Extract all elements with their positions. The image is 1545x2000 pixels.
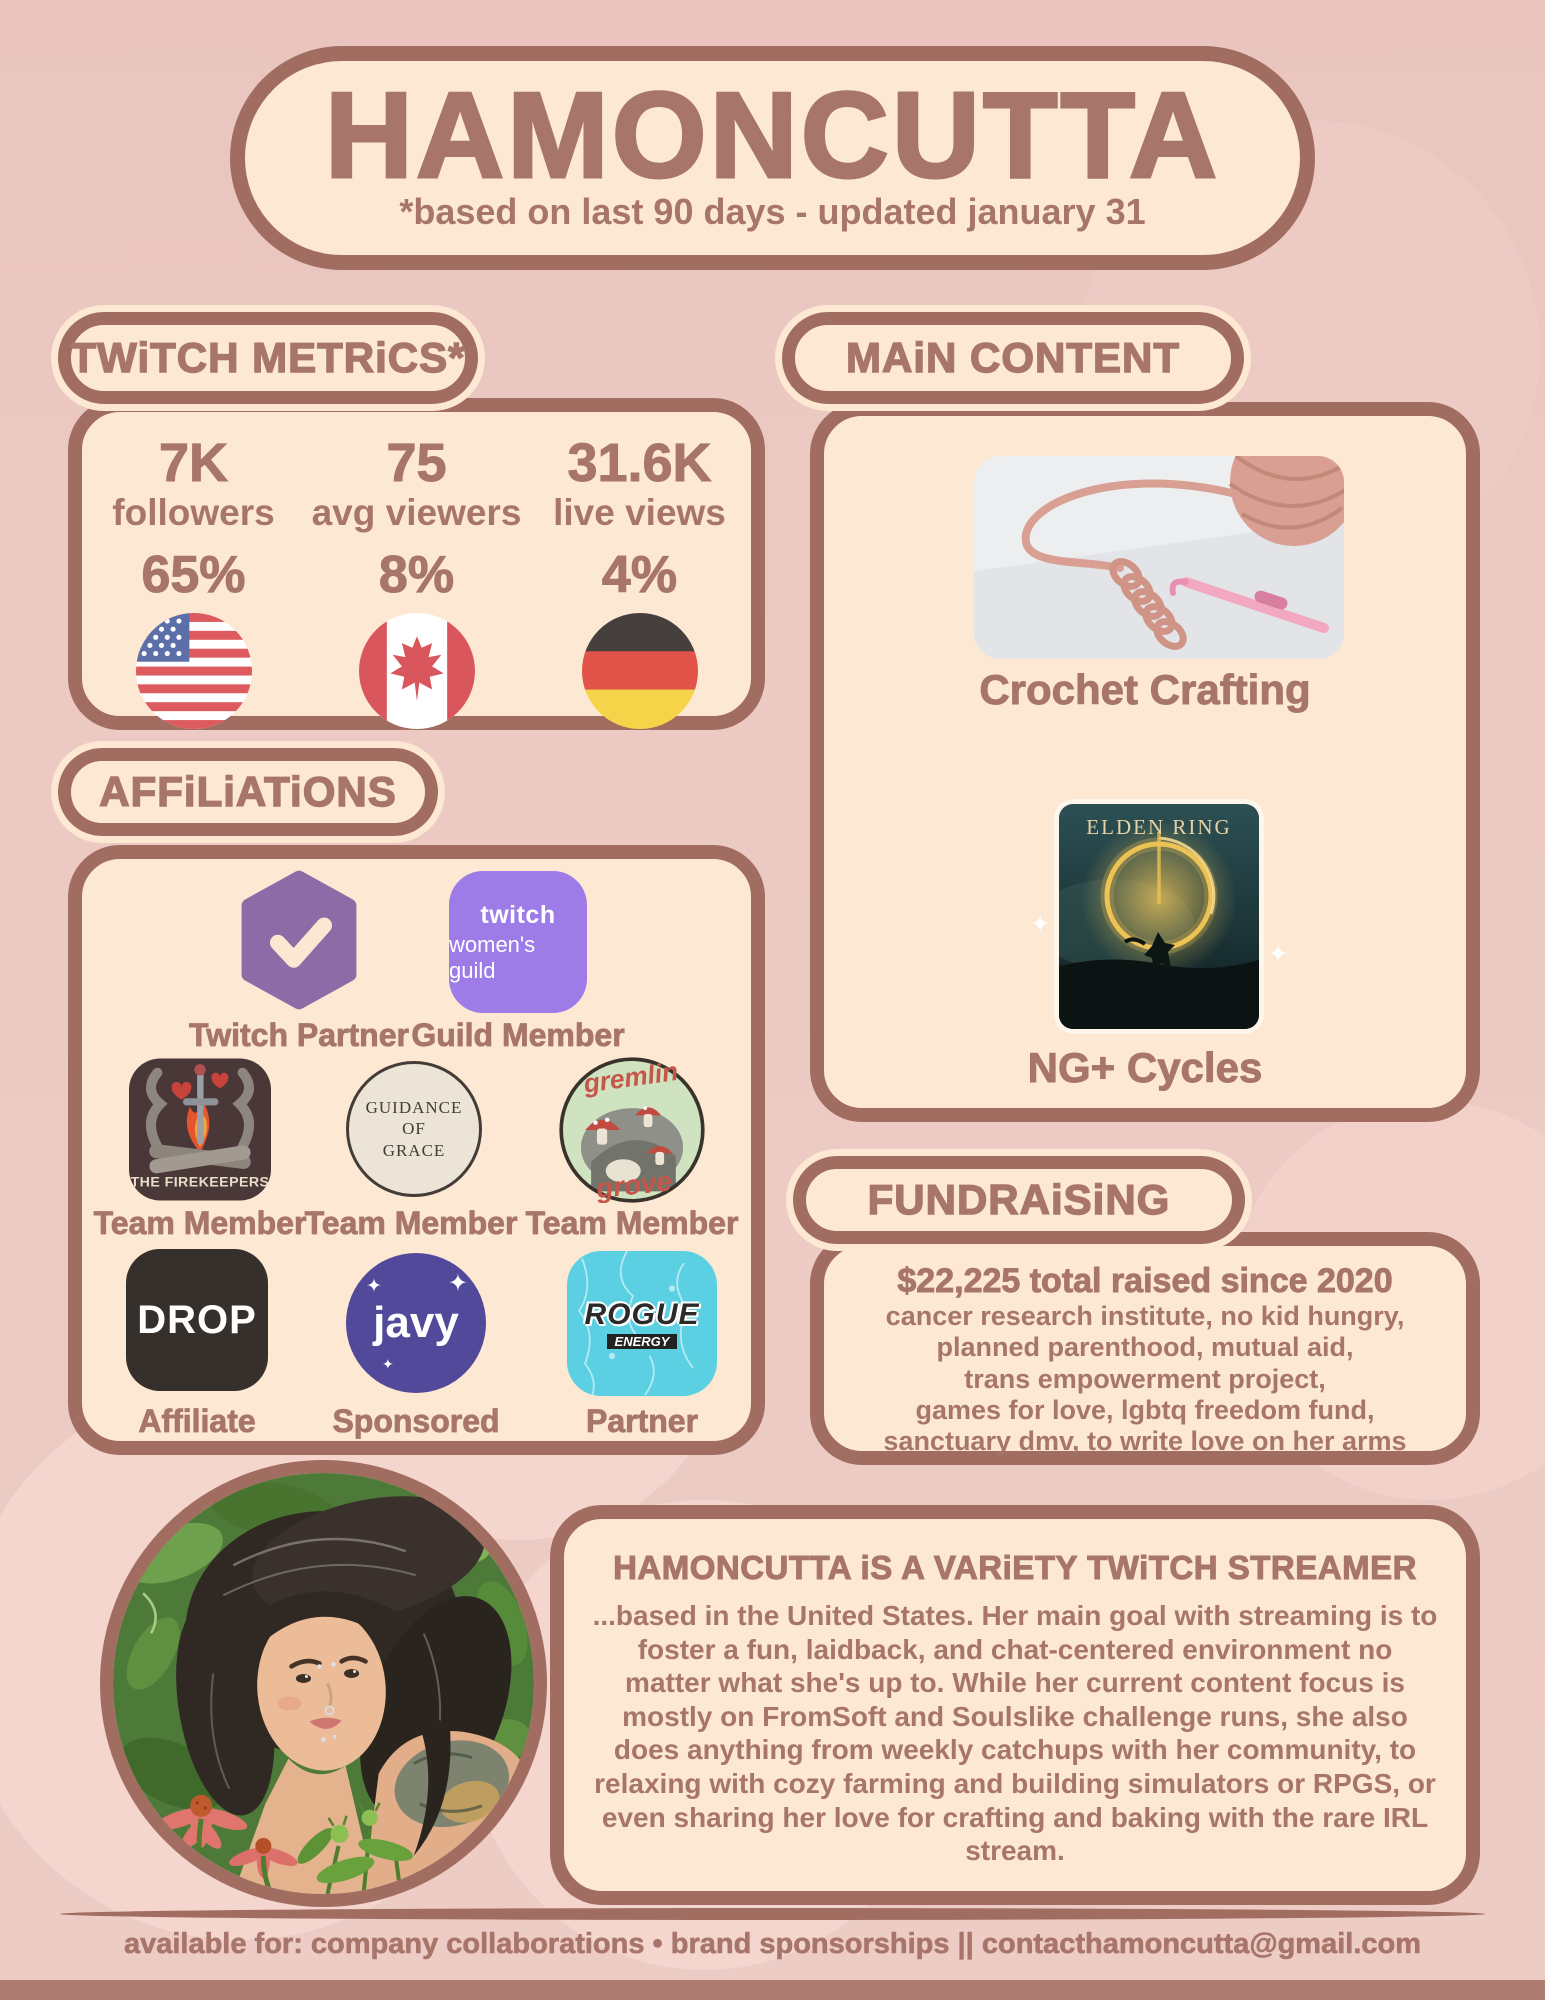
elden-ring-poster bbox=[1059, 804, 1259, 1029]
grace-line1: GUIDANCE bbox=[365, 1098, 463, 1118]
header-card bbox=[230, 46, 1315, 270]
twitch-metrics-heading bbox=[58, 312, 478, 404]
metrics-stats-row bbox=[82, 412, 751, 729]
javy-badge bbox=[346, 1253, 486, 1393]
guild-logo-line2: women's guild bbox=[449, 931, 536, 983]
affiliations-panel bbox=[68, 845, 765, 1455]
guild-logo-line1: twitch bbox=[480, 900, 556, 929]
badge-label: Team Member bbox=[525, 1205, 739, 1241]
stat-live-views bbox=[528, 433, 751, 729]
us-flag-icon bbox=[136, 613, 252, 729]
germany-percent: 4% bbox=[601, 546, 678, 604]
twitch-metrics-panel bbox=[68, 398, 765, 730]
main-content-title: MAiN CONTENT bbox=[846, 334, 1180, 381]
sparkle-icon: ✦ bbox=[447, 1270, 468, 1297]
fundraising-panel bbox=[810, 1232, 1480, 1465]
avg-viewers-value: 75 bbox=[386, 433, 447, 493]
twitch-partner-badge bbox=[233, 867, 365, 1013]
firekeepers-badge bbox=[129, 1057, 271, 1202]
guidance-of-grace-badge bbox=[346, 1061, 482, 1197]
live-views-value: 31.6K bbox=[567, 433, 712, 493]
bottom-bar bbox=[0, 1980, 1545, 2000]
drop-logo-text: DROP bbox=[137, 1297, 257, 1342]
grace-line3: GRACE bbox=[382, 1140, 446, 1160]
fundraising-line: trans empowerment project, bbox=[964, 1363, 1326, 1394]
stat-followers bbox=[82, 433, 305, 729]
rogue-logo-line2: ENERGY bbox=[607, 1334, 678, 1349]
streamer-photo bbox=[100, 1460, 547, 1907]
canada-flag-icon bbox=[359, 613, 475, 729]
crochet-caption: Crochet Crafting bbox=[979, 666, 1311, 713]
germany-flag-icon bbox=[582, 613, 698, 729]
badge-label: Team Member bbox=[304, 1205, 518, 1241]
avg-viewers-label: avg viewers bbox=[311, 492, 522, 533]
badge-label: Guild Member bbox=[411, 1017, 625, 1053]
sparkle-icon: ✦ bbox=[366, 1276, 382, 1297]
fundraising-heading bbox=[793, 1156, 1245, 1244]
page-title: HAMONCUTTA bbox=[324, 67, 1221, 203]
bio-paragraph: ...based in the United States. Her main goal with streaming is to foster a fun, laidback, and chat-centered environment no matter what she's up to. While her current content focus is mostly on FromSoft and Soulslike challenge runs, she also does anything from weekly catchups with her community, to relaxing with cozy farming and building simulators or RPGS, or even sharing her love for crafting and baking with the rare IRL stream. bbox=[592, 1600, 1438, 1867]
sparkle-icon: ✦ bbox=[1030, 911, 1051, 938]
live-views-label: live views bbox=[553, 492, 726, 533]
fundraising-line: games for love, lgbtq freedom fund, bbox=[915, 1394, 1375, 1425]
drop-badge bbox=[126, 1249, 268, 1391]
affiliations-title: AFFiLiATiONS bbox=[99, 768, 397, 815]
gremlin-grove-badge bbox=[559, 1057, 705, 1203]
rogue-logo-line1: ROGUE bbox=[584, 1298, 700, 1331]
rogue-energy-badge bbox=[567, 1251, 717, 1396]
twitch-metrics-title: TWiTCH METRiCS* bbox=[70, 334, 466, 381]
ng-cycles-caption: NG+ Cycles bbox=[1027, 1044, 1263, 1091]
sparkle-icon: ✦ bbox=[382, 1356, 394, 1372]
main-content-heading bbox=[782, 312, 1244, 404]
header-subtitle: *based on last 90 days - updated january 31 bbox=[399, 191, 1146, 233]
crochet-photo bbox=[974, 456, 1344, 659]
grove-line1: gremlin bbox=[581, 1057, 680, 1099]
badge-label: Partner bbox=[585, 1403, 699, 1439]
badge-label: Team Member bbox=[93, 1205, 307, 1241]
us-percent: 65% bbox=[141, 546, 246, 604]
affiliations-heading bbox=[58, 748, 438, 836]
followers-value: 7K bbox=[158, 433, 229, 493]
fundraising-title: FUNDRAiSiNG bbox=[867, 1176, 1171, 1223]
bio-panel bbox=[550, 1505, 1480, 1905]
main-content-panel bbox=[810, 402, 1480, 1122]
canada-percent: 8% bbox=[378, 546, 455, 604]
followers-label: followers bbox=[112, 492, 275, 533]
stat-avg-viewers bbox=[305, 433, 528, 729]
grace-line2: OF bbox=[402, 1119, 426, 1139]
poster-title: ELDEN RING bbox=[1086, 815, 1232, 839]
sparkle-icon: ✦ bbox=[1268, 941, 1289, 968]
bio-heading: HAMONCUTTA iS A VARiETY TWiTCH STREAMER bbox=[613, 1549, 1417, 1586]
firekeepers-logo-text: THE FIREKEEPERS bbox=[130, 1174, 270, 1191]
fundraising-line: sanctuary dmv, to write love on her arms bbox=[883, 1426, 1407, 1457]
fundraising-line: cancer research institute, no kid hungry, bbox=[885, 1301, 1405, 1331]
badge-label: Twitch Partner bbox=[189, 1017, 409, 1053]
footer-contact: available for: company collaborations • brand sponsorships || contacthamoncutta@gmail.com bbox=[123, 1928, 1422, 1960]
javy-logo-text: javy bbox=[373, 1298, 459, 1347]
grove-line2: grove bbox=[594, 1165, 674, 1203]
badge-label: Sponsored bbox=[332, 1403, 500, 1439]
footer-divider bbox=[60, 1908, 1485, 1920]
badge-label: Affiliate bbox=[138, 1403, 256, 1439]
twitch-womens-guild-badge bbox=[449, 871, 587, 1013]
fundraising-total: $22,225 total raised since 2020 bbox=[897, 1262, 1393, 1300]
fundraising-line: planned parenthood, mutual aid, bbox=[936, 1332, 1354, 1363]
